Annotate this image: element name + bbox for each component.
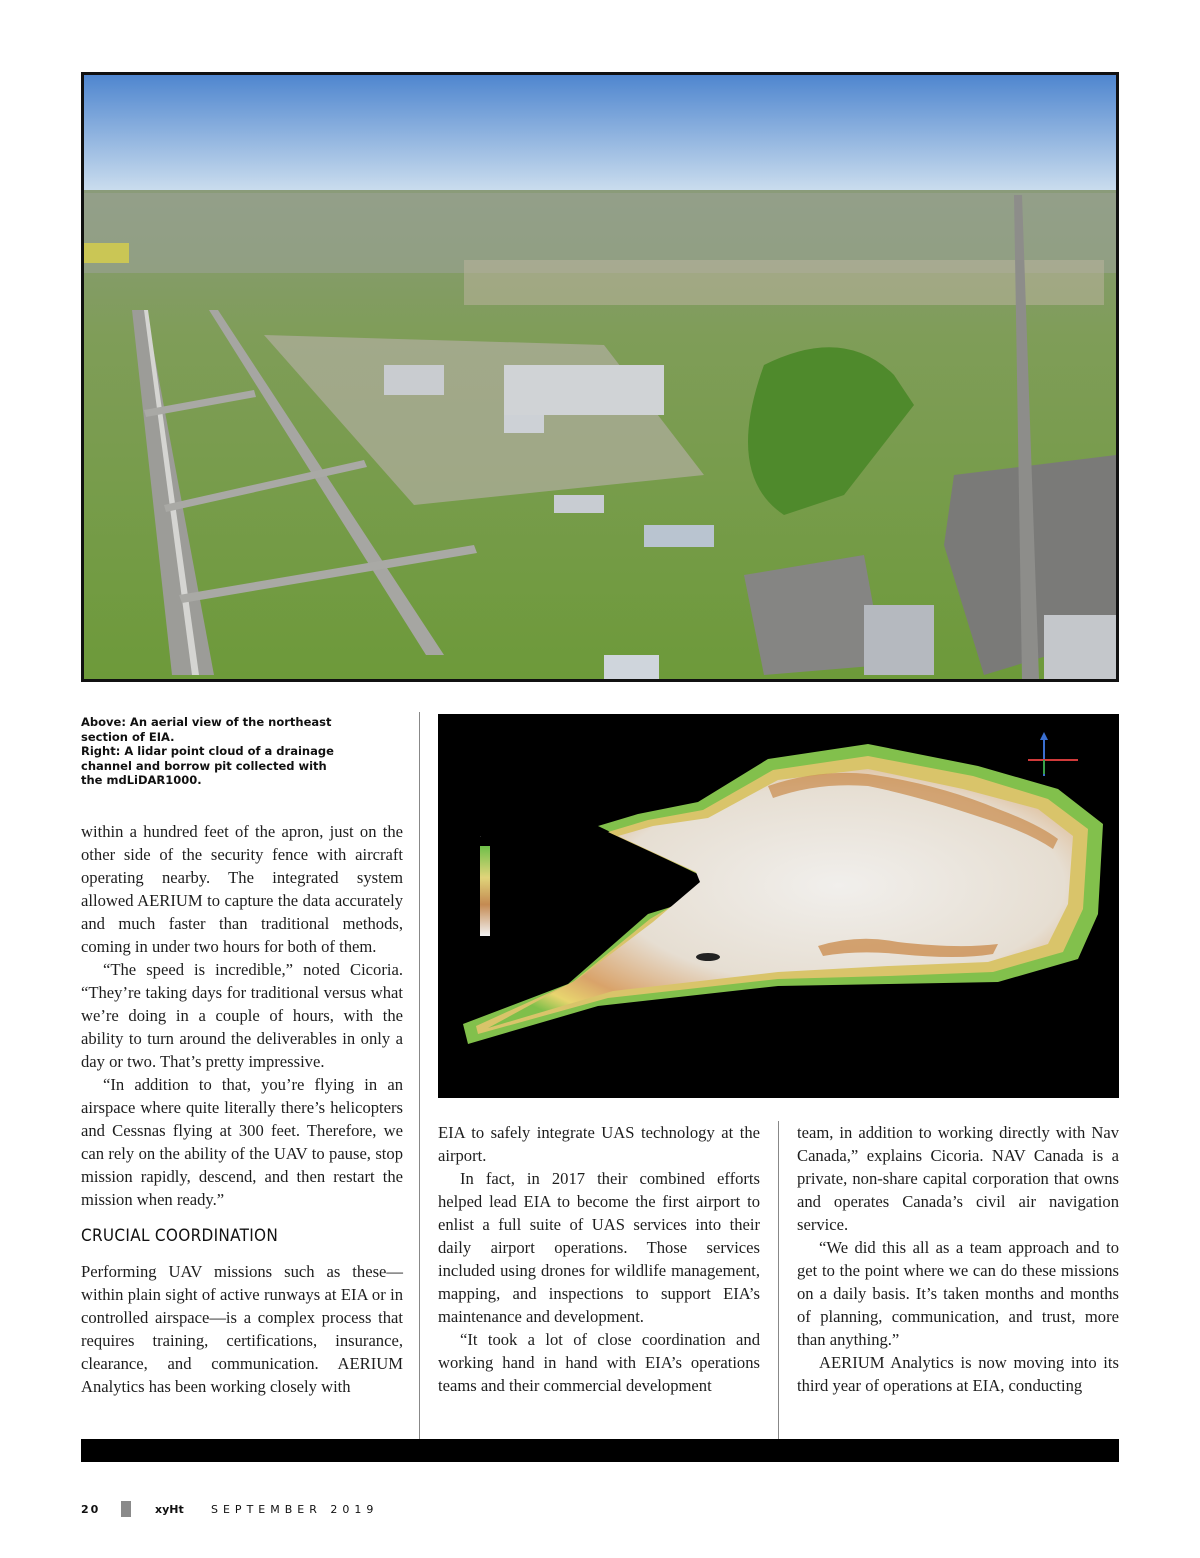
paragraph: “In addition to that, you’re flying in an airspace where quite literally there’s helicopters and Cessnas flying at 300 feet. Therefore, we can rely on the ability of the UAV to pause, stop mission rapidly, descend, and then restart the mission when ready.” [81, 1075, 403, 1209]
column-divider [419, 712, 420, 1439]
paragraph: within a hundred feet of the apron, just on the other side of the security fence with aircraft operating nearby. The integrated system allowed AERIUM to capture the data accurately and much faster than traditional methods, coming in under two hours for both of them. [81, 822, 403, 956]
column-divider [778, 1121, 779, 1439]
paragraph: In fact, in 2017 their combined efforts helped lead EIA to become the first airport to enlist a full suite of UAS services into their daily airport operations. Those services included using drones for wildlife management, mapping, and inspections to support EIA’s maintenance and development. [438, 1169, 760, 1326]
paragraph: Performing UAV missions such as these—within plain sight of active runways at EIA or in controlled airspace—is a complex process that requires training, certifications, insurance, clearance, and communication. AERIUM Analytics has been working closely with [81, 1262, 403, 1396]
caption-above: Above: An aerial view of the northeast section of EIA. [81, 715, 332, 744]
paragraph: “We did this all as a team approach and to get to the point where we can do these missions on a daily basis. It’s taken months and months of planning, communication, and trust, more than anything.” [797, 1238, 1119, 1349]
paragraph: “The speed is incredible,” noted Cicoria. “They’re taking days for traditional versus what we’re doing in a couple of hours, with the ability to turn around the deliverables in only a day or two. That’s pretty impressive. [81, 960, 403, 1071]
page-footer [81, 1501, 381, 1521]
section-heading: CRUCIAL COORDINATION [81, 1226, 279, 1246]
paragraph: “It took a lot of close coordination and working hand in hand with EIA’s operations teams and their commercial development [438, 1330, 760, 1395]
paragraph: team, in addition to working directly with Nav Canada,” explains Cicoria. NAV Canada is a private, non-share capital corporation that owns and operates Canada’s civil air navigation service. [797, 1123, 1119, 1234]
paragraph: EIA to safely integrate UAS technology at the airport. [438, 1123, 760, 1165]
article-column-1 [81, 820, 403, 1398]
figure-caption [81, 715, 351, 788]
svg-text:·: · [480, 834, 482, 839]
paragraph: AERIUM Analytics is now moving into its third year of operations at EIA, conducting [797, 1353, 1119, 1395]
footer-band [81, 1439, 1119, 1462]
footer-separator [121, 1501, 131, 1517]
magazine-name: xyHt [155, 1503, 184, 1516]
aerial-photo [81, 72, 1119, 682]
article-column-2 [438, 1121, 760, 1397]
lidar-point-cloud-image [438, 714, 1119, 1098]
issue-date: SEPTEMBER 2019 [211, 1503, 379, 1516]
page-number: 20 [81, 1503, 101, 1516]
caption-right: Right: A lidar point cloud of a drainage channel and borrow pit collected with the mdLiDAR1000. [81, 744, 334, 787]
article-column-3 [797, 1121, 1119, 1397]
